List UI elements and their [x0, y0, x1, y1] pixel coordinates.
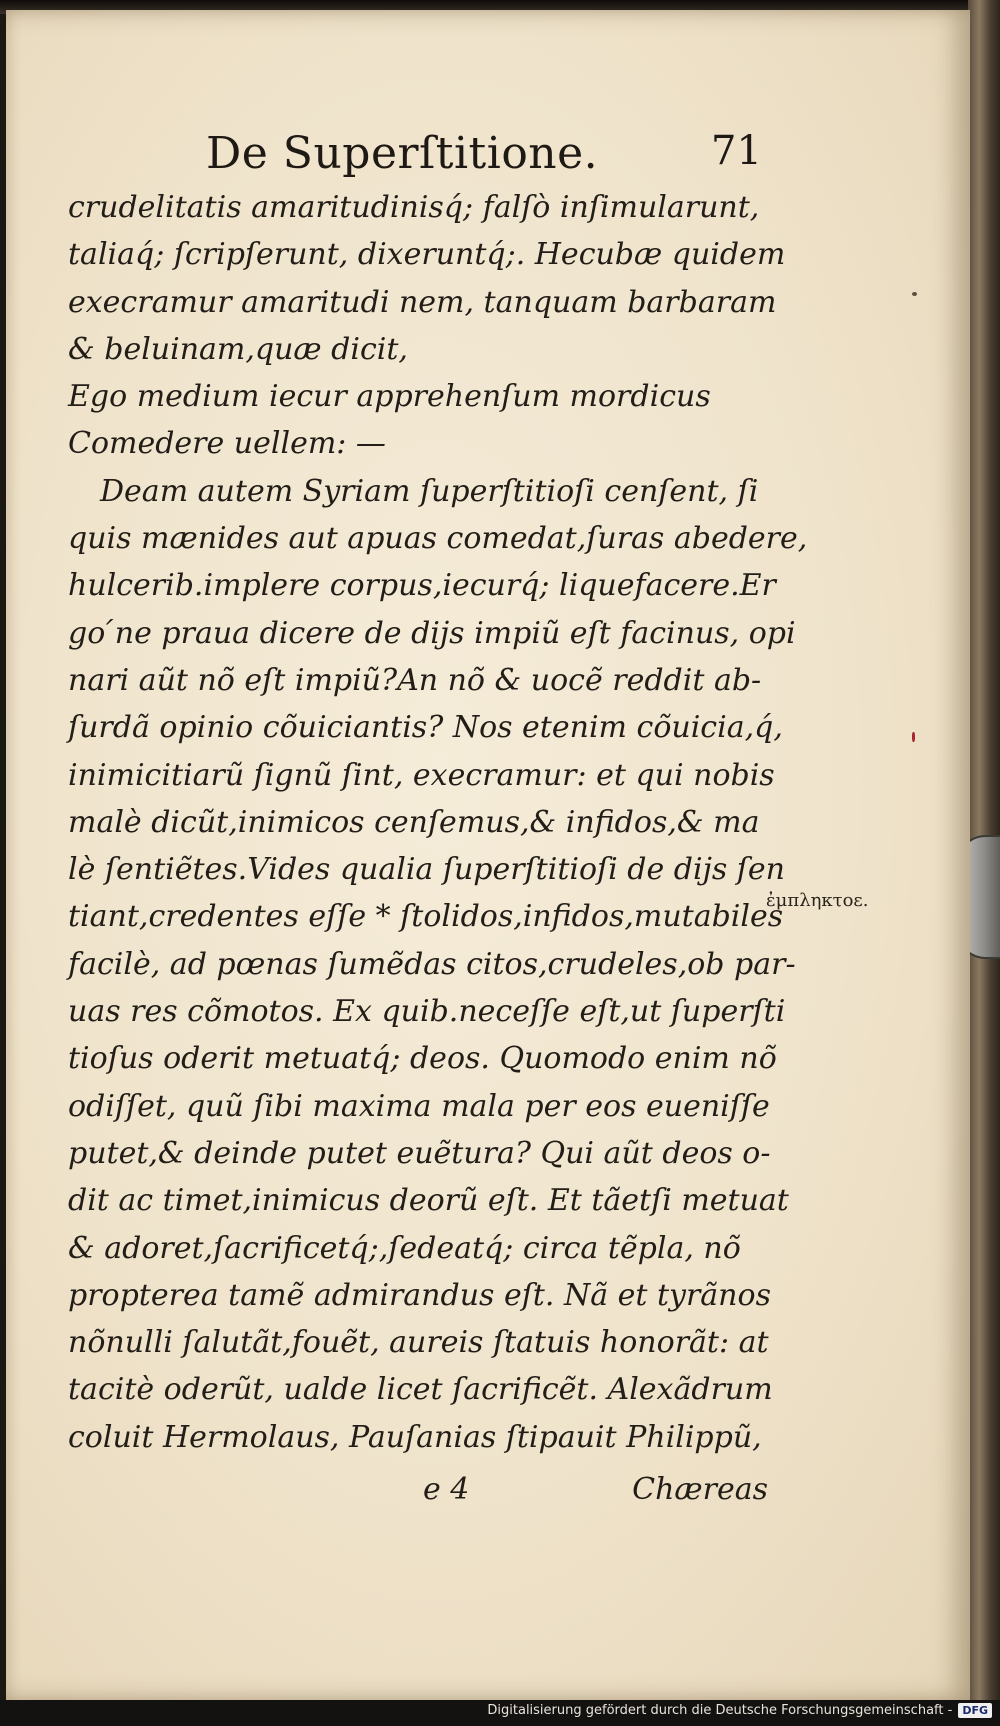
- text-line: crudelitatis amaritudinisq́; falſò inſimularunt,: [68, 190, 760, 225]
- verse-line: Ego medium iecur apprehenſum mordicus: [68, 379, 711, 415]
- marginal-note: ἐμπληκτοε.: [766, 890, 869, 911]
- text-line: propterea tamẽ admirandus eſt. Nã et tyrãnos: [68, 1277, 771, 1313]
- text-line: taliaq́; ſcripſerunt, dixeruntq́;. Hecubæ quidem: [68, 237, 786, 273]
- catchline: [68, 1472, 768, 1522]
- page-number: 71: [711, 128, 762, 174]
- text-line: putet,& deinde putet euẽtura? Qui aũt deos o-: [68, 1135, 771, 1171]
- text-line: malè dicũt,inimicos cenſemus,& infidos,& ma: [68, 804, 760, 840]
- body-text: [68, 184, 808, 1461]
- book-page: [6, 10, 970, 1700]
- text-line: nari aũt nõ eſt impiũ?An nõ & uocẽ reddit ab-: [68, 662, 762, 698]
- paper-speck: [912, 292, 917, 296]
- text-line: hulcerib.implere corpus,iecurq́; liquefacere.Er: [68, 568, 776, 604]
- catchword: Chæreas: [632, 1472, 768, 1507]
- text-line: tioſus oderit metuatq́; deos. Quomodo enim nõ: [68, 1041, 777, 1077]
- text-line: execramur amaritudi nem, tanquam barbaram: [68, 284, 777, 320]
- signature-mark: e 4: [423, 1472, 470, 1507]
- text-line: go ́ne praua dicere de dijs impiũ eſt facinus, opi: [68, 615, 796, 651]
- red-mark: [912, 732, 915, 742]
- paragraph-start-line: Deam autem Syriam ſuperſtitioſi cenſent, ſi: [100, 473, 759, 509]
- text-line: dit ac timet,inimicus deorũ eſt. Et tãetſi metuat: [68, 1183, 789, 1219]
- page-header: [6, 128, 970, 192]
- text-line: uas res cõmotos. Ex quib.neceſſe eſt,ut ſuperſti: [68, 994, 786, 1030]
- text-line: nõnulli ſalutãt,fouẽt, aureis ſtatuis honorãt: at: [68, 1325, 769, 1361]
- text-line: tiant,credentes eſſe * ſtolidos,infidos,mutabiles: [68, 899, 784, 935]
- text-line: facilè, ad pœnas ſumẽdas citos,crudeles,ob par-: [68, 946, 796, 982]
- running-title: De Superſtitione.: [206, 128, 599, 179]
- credit-text: Digitalisierung gefördert durch die Deutsche Forschungsgemeinschaft -: [487, 1703, 953, 1718]
- text-line: coluit Hermolaus, Pauſanias ſtipauit Philippũ,: [68, 1419, 762, 1455]
- text-line: quis mænides aut apuas comedat,ſuras abedere,: [68, 521, 808, 557]
- text-line: & adoret,ſacrificetq́;,ſedeatq́; circa tẽpla, nõ: [68, 1230, 741, 1266]
- text-line: ſurdã opinio cõuiciantis? Nos etenim cõuicia,q́,: [68, 710, 783, 746]
- text-line: odiſſet, quũ ſibi maxima mala per eos eueniſſe: [68, 1088, 770, 1124]
- dfg-logo: DFG: [958, 1703, 992, 1718]
- text-line: tacitè oderũt, ualde licet ſacrificẽt. Alexãdrum: [68, 1372, 773, 1408]
- verse-line: Comedere uellem: —: [68, 426, 386, 462]
- text-line: lè ſentiẽtes.Vides qualia ſuperſtitioſi de dijs ſen: [68, 852, 785, 888]
- footer-credit: [487, 1703, 992, 1718]
- text-line: & beluinam,quæ dicit,: [68, 331, 408, 367]
- text-line: inimicitiarũ ſignũ ſint, execramur: et qui nobis: [68, 757, 775, 793]
- footer-bar: [0, 1700, 1000, 1726]
